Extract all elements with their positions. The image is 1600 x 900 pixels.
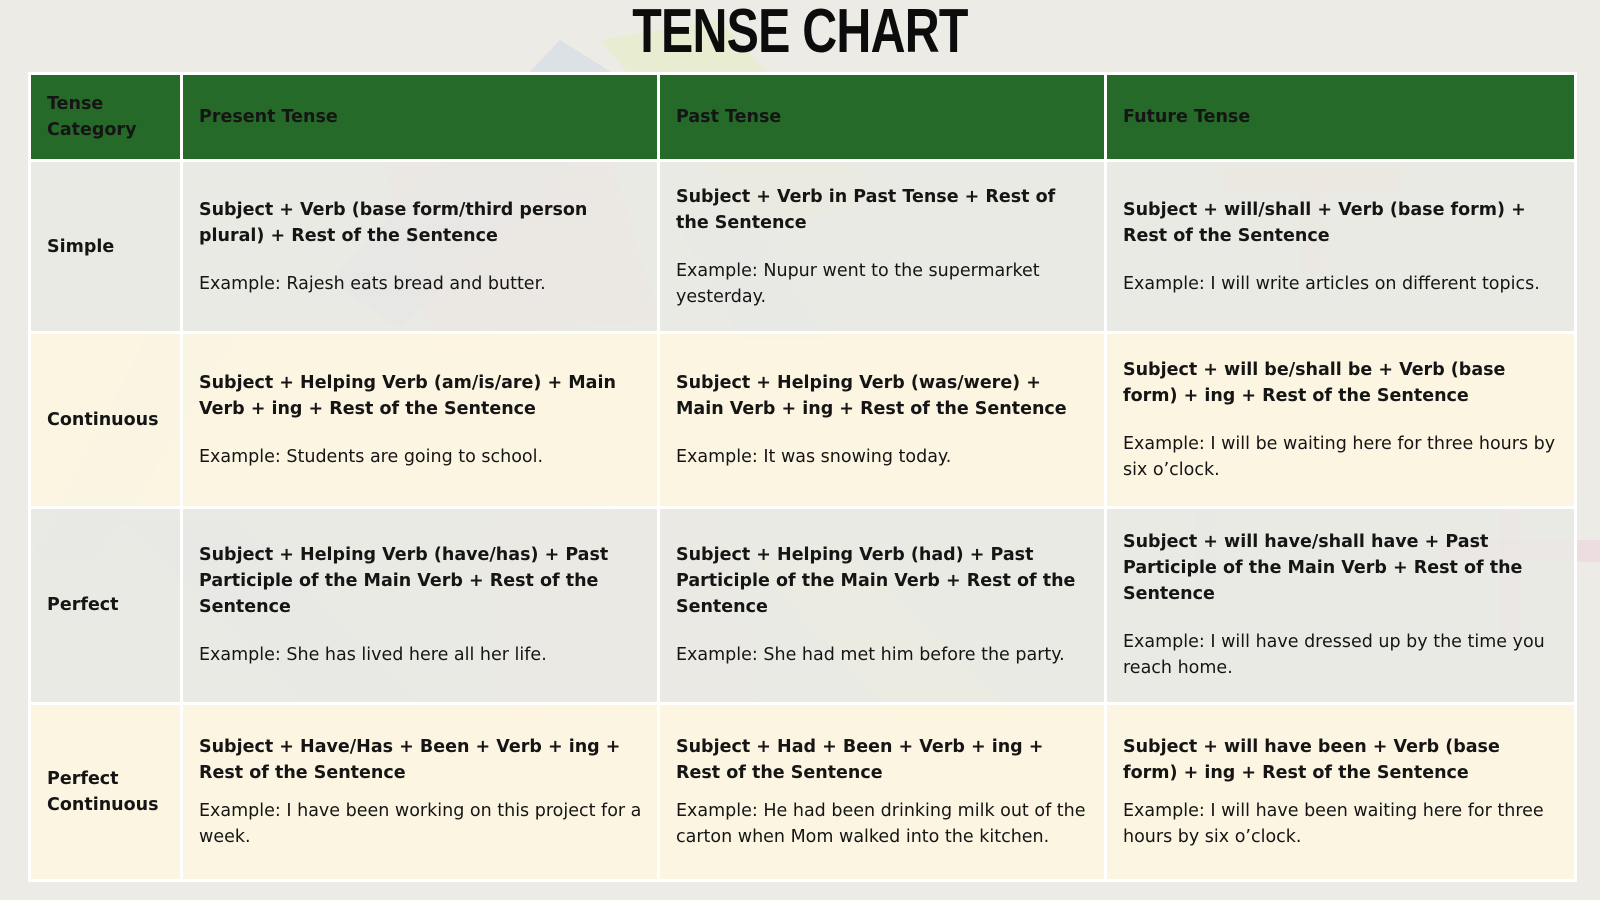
- tense-table: [28, 72, 1577, 882]
- category-perfect-continuous: [30, 703, 182, 880]
- example: Example: I will have dressed up by the time you reach home.: [1123, 632, 1545, 679]
- cell-simple-past: [659, 161, 1106, 333]
- cell-perfect-present: [182, 507, 659, 703]
- formula: Subject + will have been + Verb (base form) + ing + Rest of the Sentence: [1123, 736, 1500, 783]
- example: Example: He had been drinking milk out of the carton when Mom walked into the kitchen.: [676, 800, 1086, 847]
- category-label: Perfect Continuous: [47, 768, 159, 815]
- category-continuous: [30, 333, 182, 507]
- example: Example: It was snowing today.: [676, 447, 952, 468]
- header-present-tense: Present Tense: [182, 74, 659, 161]
- cell-simple-present: [182, 161, 659, 333]
- cell-perfect-past: [659, 507, 1106, 703]
- cell-continuous-future: [1106, 333, 1576, 507]
- formula: Subject + will be/shall be + Verb (base form) + ing + Rest of the Sentence: [1123, 360, 1506, 407]
- formula: Subject + Helping Verb (am/is/are) + Main Verb + ing + Rest of the Sentence: [199, 373, 616, 420]
- example: Example: I will have been waiting here for three hours by six o’clock.: [1123, 800, 1544, 847]
- cell-perfect-continuous-past: [659, 703, 1106, 880]
- page-title-text: TENSE CHART: [632, 0, 968, 66]
- formula: Subject + will/shall + Verb (base form) + Rest of the Sentence: [1123, 199, 1526, 246]
- cell-perfect-continuous-future: [1106, 703, 1576, 880]
- category-perfect: [30, 507, 182, 703]
- category-simple: [30, 161, 182, 333]
- row-perfect-continuous: [30, 703, 1576, 880]
- header-future-tense: Future Tense: [1106, 74, 1576, 161]
- formula: Subject + Verb (base form/third person plural) + Rest of the Sentence: [199, 199, 588, 246]
- formula: Subject + will have/shall have + Past Participle of the Main Verb + Rest of the Sentence: [1123, 532, 1523, 605]
- row-simple: [30, 161, 1576, 333]
- cell-continuous-past: [659, 333, 1106, 507]
- formula: Subject + Helping Verb (had) + Past Participle of the Main Verb + Rest of the Sentence: [676, 545, 1076, 618]
- row-perfect: [30, 507, 1576, 703]
- cell-perfect-continuous-present: [182, 703, 659, 880]
- formula: Subject + Have/Has + Been + Verb + ing + Rest of the Sentence: [199, 736, 621, 783]
- header-tense-category: Tense Category: [30, 74, 182, 161]
- category-label: Simple: [47, 236, 115, 257]
- row-continuous: [30, 333, 1576, 507]
- category-label: Perfect: [47, 595, 119, 616]
- page-title: [0, 0, 1600, 68]
- formula: Subject + Had + Been + Verb + ing + Rest of the Sentence: [676, 736, 1044, 783]
- cell-simple-future: [1106, 161, 1576, 333]
- category-label: Continuous: [47, 410, 159, 431]
- example: Example: She has lived here all her life.: [199, 645, 547, 666]
- example: Example: She had met him before the party.: [676, 645, 1065, 666]
- example: Example: Rajesh eats bread and butter.: [199, 273, 546, 294]
- formula: Subject + Helping Verb (was/were) + Main Verb + ing + Rest of the Sentence: [676, 373, 1067, 420]
- example: Example: I will write articles on different topics.: [1123, 273, 1540, 294]
- formula: Subject + Verb in Past Tense + Rest of the Sentence: [676, 186, 1056, 233]
- formula: Subject + Helping Verb (have/has) + Past Participle of the Main Verb + Rest of the Sentence: [199, 545, 609, 618]
- table-header-row: [30, 74, 1576, 161]
- example: Example: Nupur went to the supermarket yesterday.: [676, 260, 1040, 307]
- header-past-tense: Past Tense: [659, 74, 1106, 161]
- example: Example: I have been working on this project for a week.: [199, 800, 642, 847]
- example: Example: I will be waiting here for three hours by six o’clock.: [1123, 434, 1556, 481]
- cell-perfect-future: [1106, 507, 1576, 703]
- cell-continuous-present: [182, 333, 659, 507]
- example: Example: Students are going to school.: [199, 447, 544, 468]
